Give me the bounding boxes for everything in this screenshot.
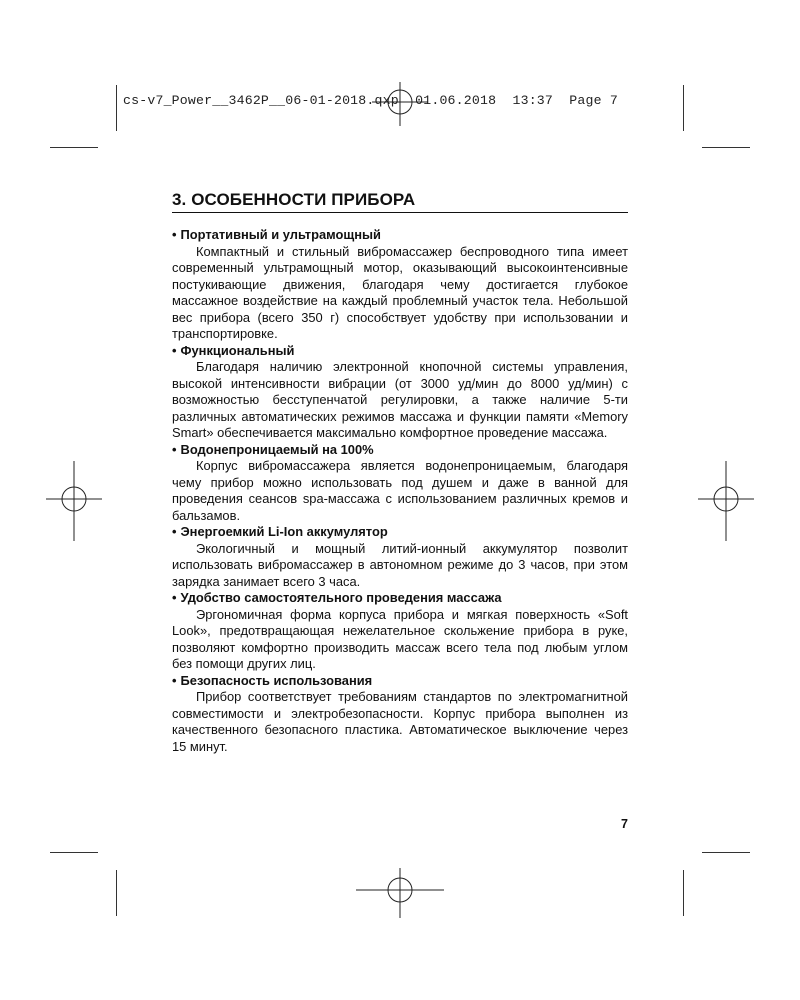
page-content	[172, 190, 628, 755]
feature-heading	[172, 227, 628, 244]
bullet-icon: •	[172, 524, 177, 539]
registration-mark-bottom	[356, 868, 444, 918]
feature-heading-text: Водонепроницаемый на 100%	[180, 441, 374, 457]
crop-mark-bottom-left-vertical	[116, 870, 117, 916]
feature-body: Экологичный и мощный литий-ионный аккумулятор позволит использовать вибромассажер в автономном режиме до 3 часов, при этом зарядка занимает всего 3 часа.	[172, 540, 628, 589]
feature-heading	[172, 524, 628, 541]
crop-mark-bottom-left-horizontal	[50, 852, 98, 853]
crop-mark-top-right-horizontal	[702, 147, 750, 148]
feature-heading	[172, 590, 628, 607]
crop-mark-bottom-right-horizontal	[702, 852, 750, 853]
page-title: 3. ОСОБЕННОСТИ ПРИБОРА	[172, 190, 628, 213]
feature-heading-text: Энергоемкий Li-Ion аккумулятор	[180, 524, 388, 539]
bullet-icon: •	[172, 441, 177, 457]
feature-heading-text: Портативный и ультрамощный	[180, 227, 381, 242]
registration-mark-left	[46, 461, 102, 541]
feature-heading-text: Функциональный	[180, 342, 295, 358]
bullet-icon: •	[172, 672, 177, 688]
feature-body: Корпус вибромассажера является водонепроницаемым, благодаря чему прибор можно использовать под душем и даже в ванной для проведения сеансов spa-массажа с использованием различных кремов и бальзамов.	[172, 458, 628, 523]
crop-mark-top-left-horizontal	[50, 147, 98, 148]
print-slug: cs-v7_Power__3462P__06-01-2018.qxp 01.06.2018 13:37 Page 7	[123, 93, 618, 108]
registration-mark-right	[698, 461, 754, 541]
bullet-icon: •	[172, 227, 177, 242]
feature-heading	[172, 442, 628, 459]
feature-body: Прибор соответствует требованиям стандартов по электромагнитной совместимости и электробезопасности. Корпус прибора выполнен из качественного безопасного пластика. Автоматическое выключение через 15 минут.	[172, 689, 628, 754]
feature-heading-text: Безопасность использования	[180, 672, 373, 688]
feature-body: Компактный и стильный вибромассажер беспроводного типа имеет современный ультрамощный мотор, оказывающий высокоинтенсивные постукивающие движения, благодаря чему достигается глубокое массажное воздействие на каждый проблемный участок тела. Небольшой вес прибора (всего 350 г) способствует удобству при использовании и транспортировке.	[172, 243, 628, 341]
crop-mark-bottom-right-vertical	[683, 870, 684, 916]
page-number: 7	[621, 817, 628, 831]
bullet-icon: •	[172, 342, 177, 358]
feature-heading	[172, 343, 628, 360]
feature-heading-text: Удобство самостоятельного проведения массажа	[180, 590, 502, 605]
crop-mark-top-right-vertical	[683, 85, 684, 131]
feature-body: Эргономичная форма корпуса прибора и мягкая поверхность «Soft Look», предотвращающая нежелательное скольжение прибора в руке, позволяют комфортно производить массаж всего тела под любым углом без помощи других лиц.	[172, 606, 628, 671]
feature-body: Благодаря наличию электронной кнопочной системы управления, высокой интенсивности вибрации (от 3000 уд/мин до 8000 уд/мин) с возможностью бесступенчатой регулировки, а также наличие 5-ти различных автоматических режимов массажа и функции памяти «Memory Smart» обеспечивается максимально комфортное проведение массажа.	[172, 359, 628, 440]
crop-mark-top-left-vertical	[116, 85, 117, 131]
feature-heading	[172, 673, 628, 690]
bullet-icon: •	[172, 590, 177, 605]
feature-list	[172, 227, 628, 755]
